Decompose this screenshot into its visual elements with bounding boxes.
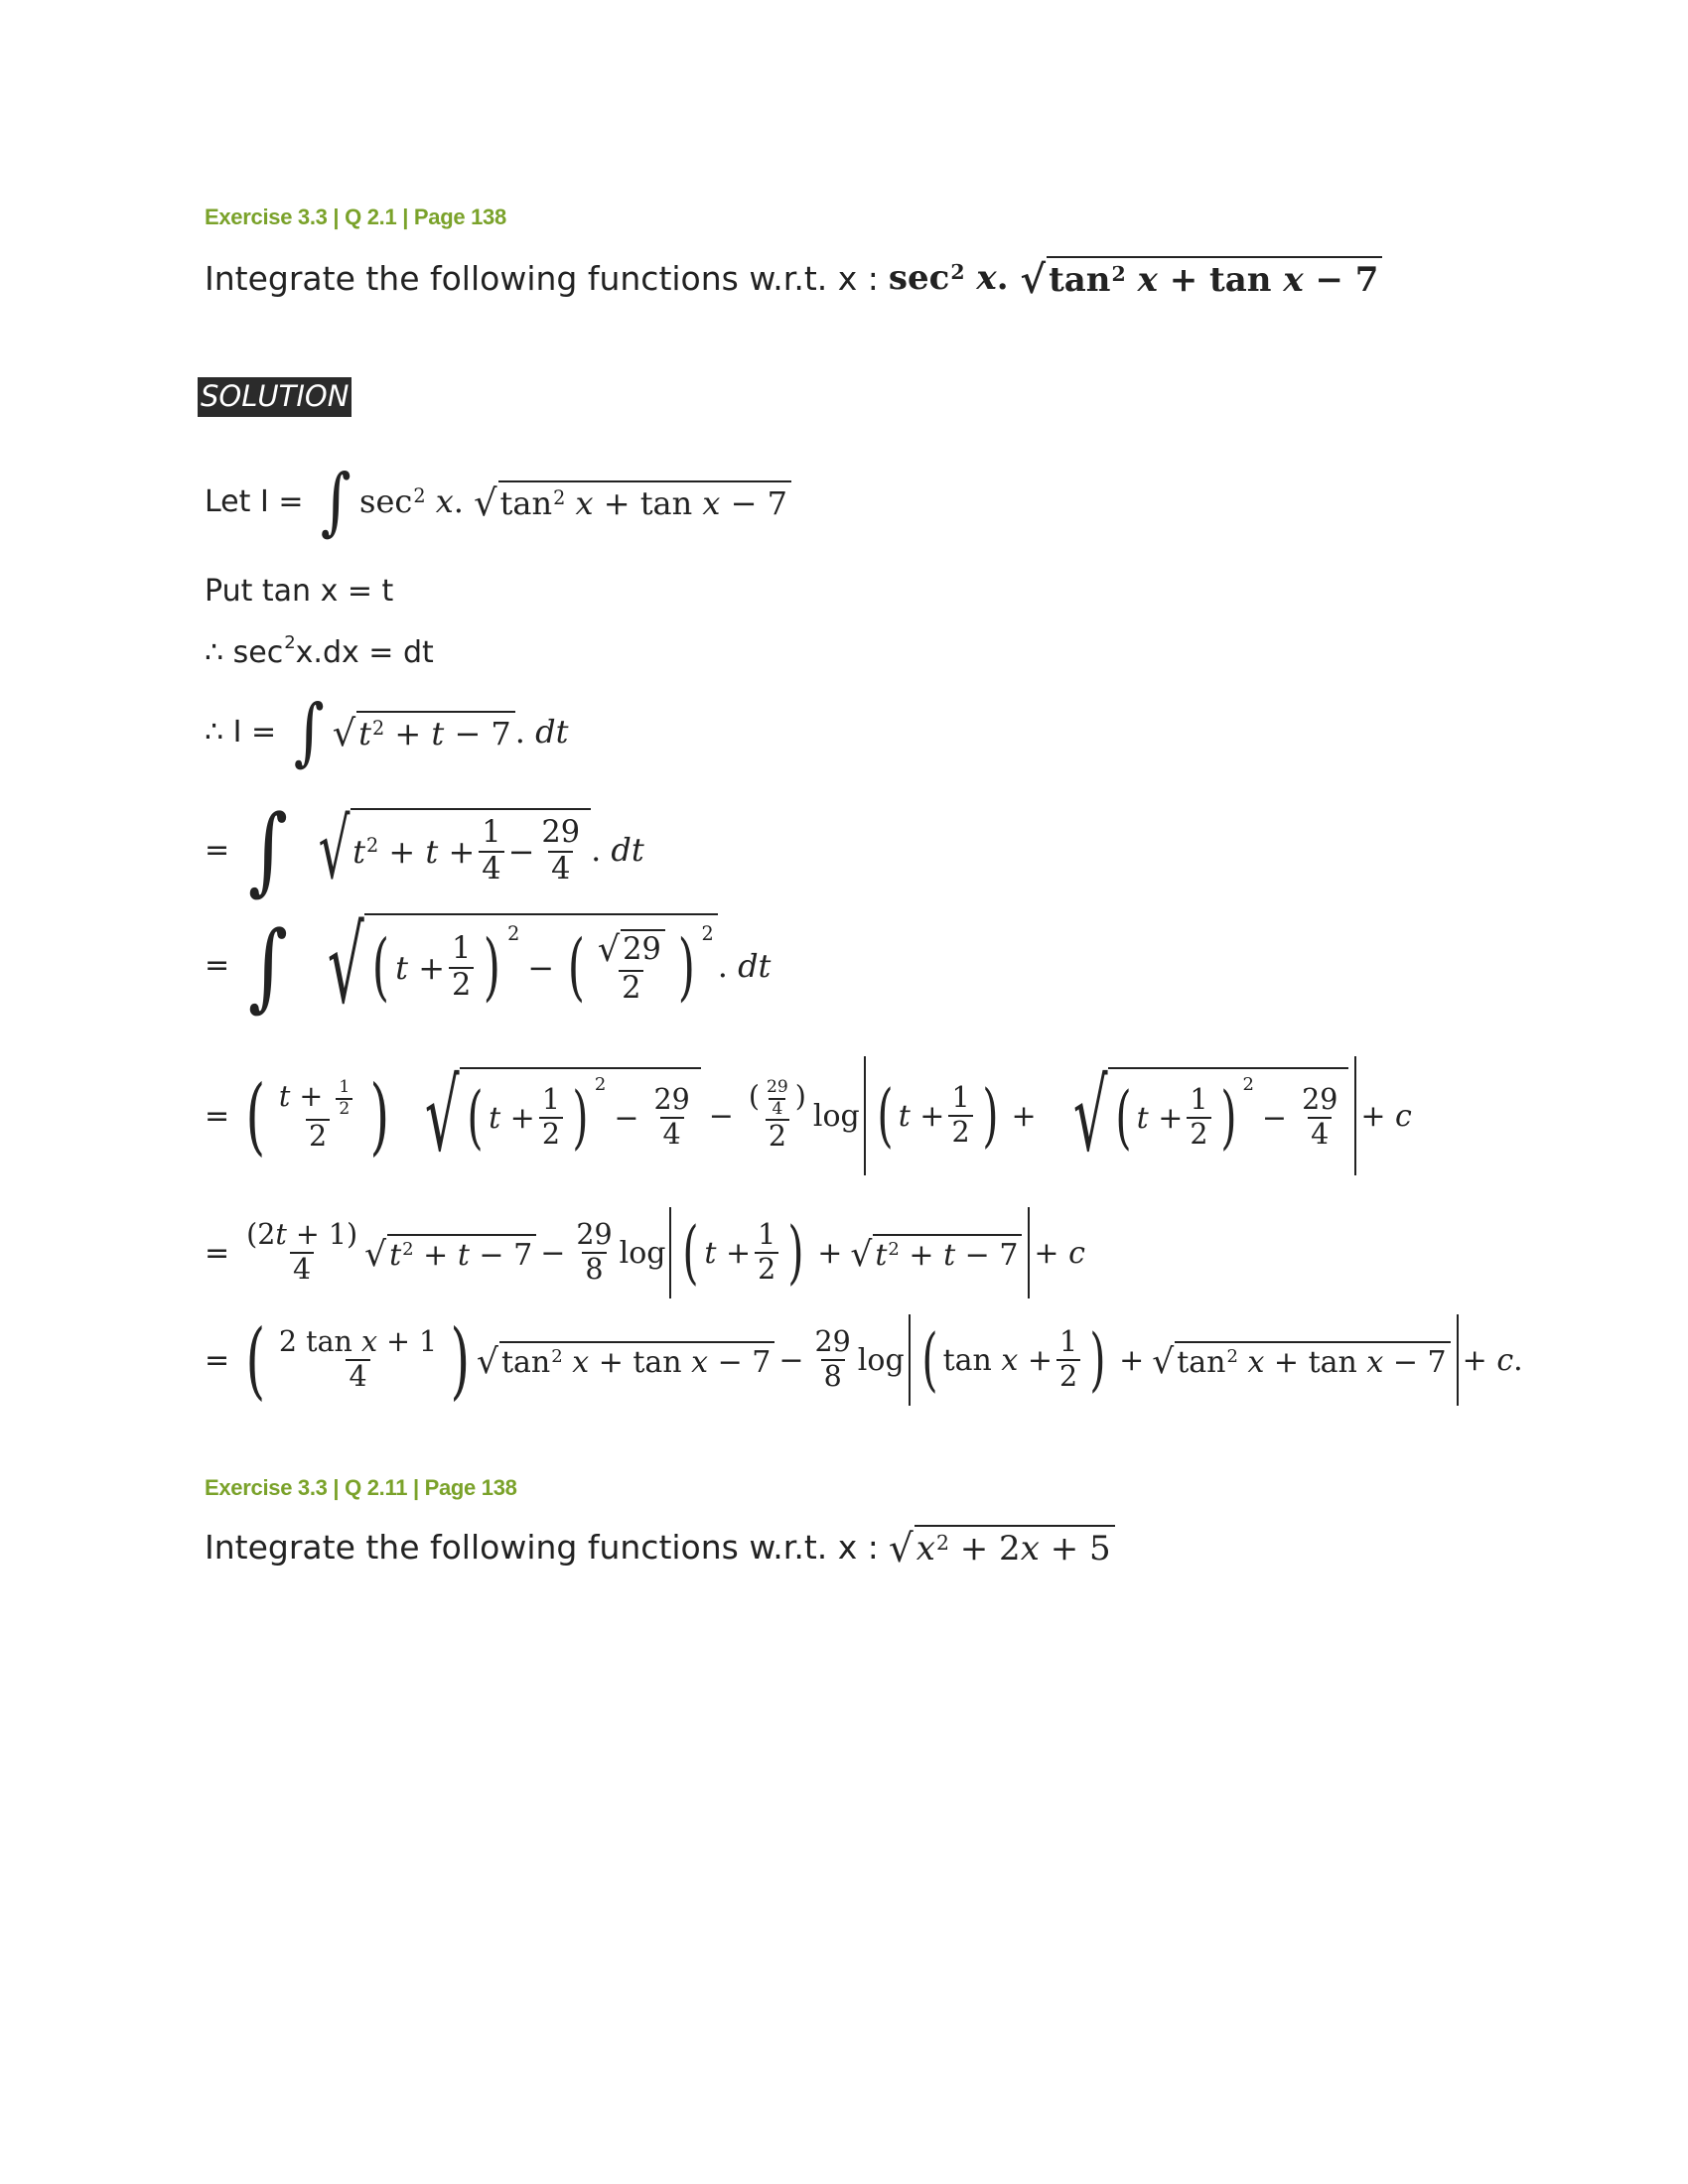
exercise-label-q2-1: Exercise 3.3 | Q 2.1 | Page 138 (205, 205, 506, 229)
question-expression: sec 2 x . √ tan 2 x + tan x − 7 (889, 256, 1383, 300)
question-prompt: Integrate the following functions w.r.t. x : (205, 258, 879, 298)
step-complete-square: = ∫ √ t 2 + t + $\frac{1}{4}$ − $\frac{29}{4}$ . dt (205, 794, 644, 905)
step-difference-of-squares: = ∫ √ ( t + $\frac{1}{2}$ ) 2 − ( √ 29 2 ) 2 . dt (205, 904, 772, 1026)
question-q2-1 (205, 256, 1382, 303)
step-substitution: Put tan x = t (205, 574, 394, 609)
step-let-i: Let I = ∫ sec 2 x . √ tan 2 x + tan x − 7 (205, 465, 791, 538)
step-simplified-t: = $\frac{(2t + 1)}{4}$ √ t 2 + t − 7 − $\frac{29}{8}$ log ( t + $\frac{1}{2}$ ) + √ t 2 + t − 7 + c (205, 1207, 1085, 1298)
solution-badge: SOLUTION (198, 377, 352, 417)
step-integral-t: ∴ I = ∫ √ t 2 + t − 7 . dt (205, 689, 569, 774)
exercise-label-q2-11: Exercise 3.3 | Q 2.11 | Page 138 (205, 1475, 517, 1500)
question-q2-11 (205, 1525, 1115, 1569)
question-prompt: Integrate the following functions w.r.t. x : (205, 1527, 879, 1567)
question-expression: √ x 2 + 2 x + 5 (889, 1525, 1115, 1569)
step-formula-applied: = ( t + $\frac{1}{2}$ 2 ) √ ( t + $\frac{1}{2}$ ) 2 − $\frac{29}{4}$ − ( $\frac{29}{4}$ ) 2 log ( t + $\frac{1}{2}$ ) + √ ( t + $\frac{1}{2}$ ) 2 − $\frac{29}{4}$ + c (205, 1056, 1412, 1175)
step-final-answer: = ( $\frac{\text{2 tan x + 1}}{4}$ ) √ tan 2 x + tan x − 7 − $\frac{29}{8}$ log ( tan x + $\frac{1}{2}$ ) + √ tan 2 x + tan x − 7 + c . (205, 1311, 1523, 1409)
step-differential: ∴ sec 2 x.dx = dt (205, 632, 434, 670)
